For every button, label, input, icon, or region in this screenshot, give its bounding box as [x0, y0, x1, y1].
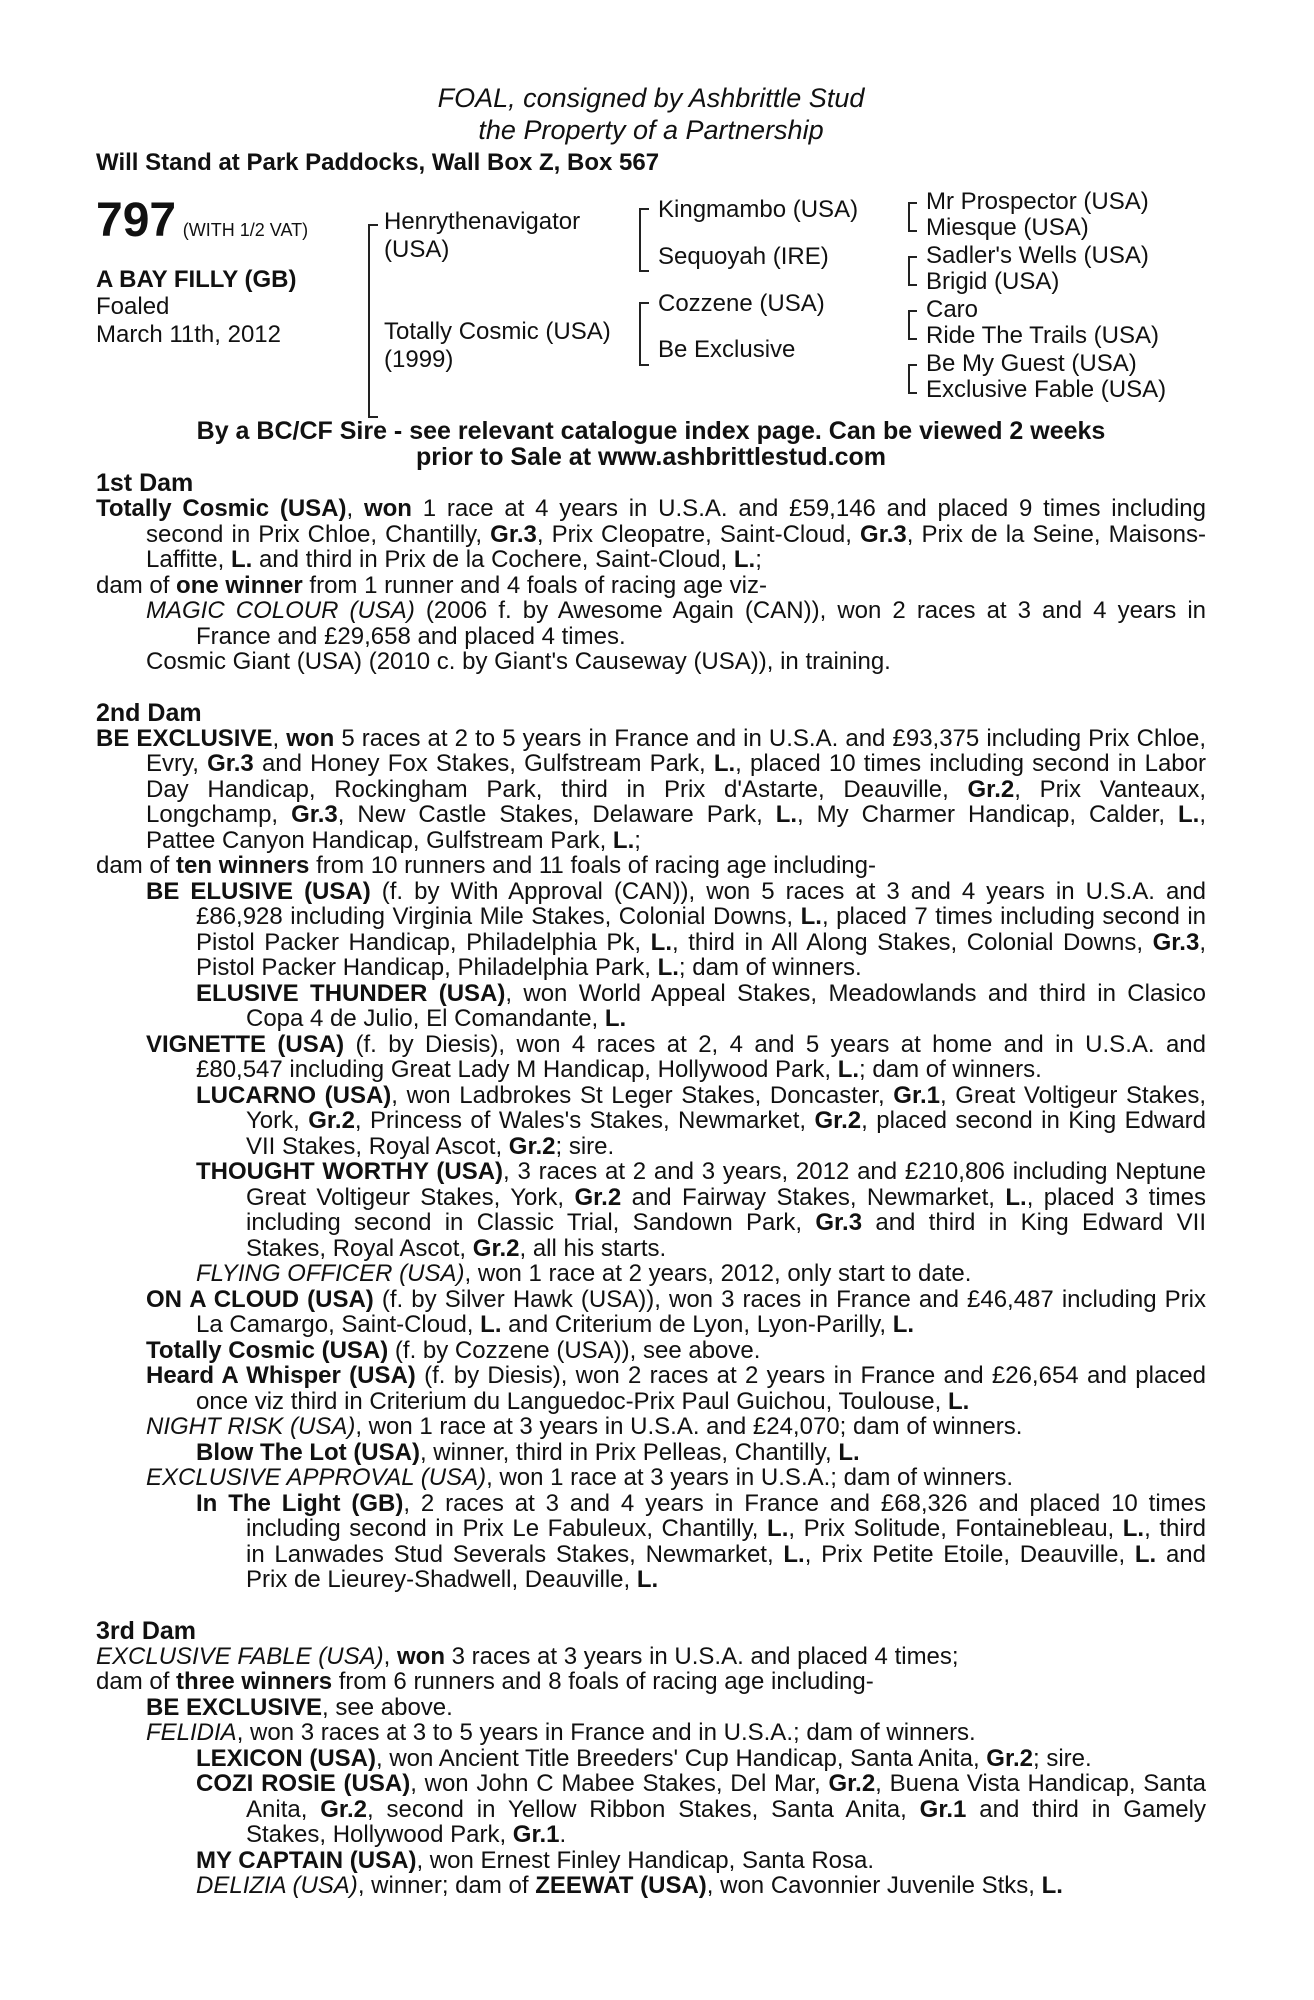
winners-count: one winner [176, 571, 303, 599]
produce-entry: COZI ROSIE (USA), won John C Mabee Stakes, Del Mar, Gr.2, Buena Vista Handicap, Santa Anita, Gr.2, second in Yellow Ribbon Stakes, Santa Anita, Gr.1 and third in Gamely Stakes, Hollywood Park, Gr.1. [196, 1770, 1206, 1848]
dam-dam: Be Exclusive [658, 336, 796, 363]
consignor-line: FOAL, consigned by Ashbrittle Stud [437, 83, 865, 113]
first-dam-heading: 1st Dam [96, 469, 194, 497]
horse-name: EXCLUSIVE APPROVAL (USA) [146, 1464, 487, 1491]
dam-parents-brace [639, 302, 649, 366]
produce-entry: Heard A Whisper (USA) (f. by Diesis), won 2 races at 2 years in France and £26,654 and placed once viz third in Criterium du Languedoc-Prix Paul Guichou, Toulouse, L. [146, 1362, 1207, 1415]
horse-name: Totally Cosmic (USA) [96, 495, 347, 522]
produce-entry: In The Light (GB), 2 races at 3 and 4 years in France and £68,326 and placed 10 times including second in Prix Le Fabuleux, Chantilly, L., Prix Solitude, Fontainebleau, L., third in Lanwades Stud Severals Stakes, Newmarket, L., Prix Petite Etoile, Deauville, L. and Prix de Lieurey-Shadwell, Deauville, L. [196, 1489, 1207, 1593]
produce-entry: THOUGHT WORTHY (USA), 3 races at 2 and 3 years, 2012 and £210,806 including Neptune Great Voltigeur Stakes, York, Gr.2 and Fairway Stakes, Newmarket, L., placed 3 times including second in Classic Trial, Sandown Park, Gr.3 and third in King Edward VII Stakes, Royal Ascot, Gr.2, all his starts. [196, 1158, 1206, 1262]
sire-sire-sire: Mr Prospector (USA) [926, 188, 1149, 215]
winners-count: three winners [176, 1668, 333, 1695]
produce-entry: Cosmic Giant (USA) (2010 c. by Giant's Causeway (USA)), in training. [146, 648, 891, 675]
produce-entry: BE EXCLUSIVE, see above. [146, 1693, 453, 1721]
second-dam-paragraph: BE EXCLUSIVE, won 5 races at 2 to 5 years in France and in U.S.A. and £93,375 including Prix Chloe, Evry, Gr.3 and Honey Fox Stakes, Gulfstream Park, L., placed 10 times including second in Labor Day Handicap, Rockingham Park, third in Prix d'Astarte, Deauville, Gr.2, Prix Vanteaux, Longchamp, Gr.3, New Castle Stakes, Delaware Park, L., My Charmer Handicap, Calder, L., Pattee Canyon Handicap, Gulfstream Park, L.; [96, 724, 1206, 854]
produce-entry: VIGNETTE (USA) (f. by Diesis), won 4 races at 2, 4 and 5 years at home and in U.S.A. and £80,547 including Great Lady M Handicap, Hollywood Park, L.; dam of winners. [146, 1030, 1206, 1083]
dam-name: Totally Cosmic (USA) [384, 318, 611, 345]
text: and third in Prix de la Cochere, Saint-Cloud, [252, 546, 734, 573]
produce-entry: FELIDIA, won 3 races at 3 to 5 years in France and in U.S.A.; dam of winners. [146, 1719, 976, 1746]
property-line: the Property of a Partnership [478, 115, 824, 145]
produce-entry: NIGHT RISK (USA), won 1 race at 3 years in U.S.A. and £24,070; dam of winners. [146, 1413, 1023, 1440]
produce-entry: Totally Cosmic (USA) (f. by Cozzene (USA)), see above. [146, 1336, 761, 1364]
dam-dam-dam: Exclusive Fable (USA) [926, 376, 1167, 403]
produce-entry: LUCARNO (USA), won Ladbrokes St Leger Stakes, Doncaster, Gr.1, Great Voltigeur Stakes, York, Gr.2, Princess of Wales's Stakes, Newmarket, Gr.2, placed second in King Edward VII Stakes, Royal Ascot, Gr.2; sire. [196, 1081, 1207, 1160]
horse-description: A BAY FILLY (GB) [96, 266, 297, 293]
horse-name: DELIZIA (USA) [196, 1872, 358, 1899]
first-dam-produce-summary [96, 573, 1206, 599]
horse-name: FELIDIA [146, 1719, 237, 1746]
sire-parents-brace [639, 208, 649, 272]
horse-name: Totally Cosmic (USA) [146, 1336, 389, 1364]
sire-country: (USA) [384, 236, 450, 263]
sire-sire-dam: Miesque (USA) [926, 214, 1089, 241]
dam-sire-dam: Ride The Trails (USA) [926, 322, 1159, 349]
lot-number: 797 [96, 194, 177, 247]
second-dam-heading: 2nd Dam [96, 698, 202, 727]
won-label: won [363, 495, 412, 522]
third-dam-heading: 3rd Dam [96, 1616, 197, 1645]
horse-name: VIGNETTE (USA) [146, 1030, 345, 1058]
produce-entry: Blow The Lot (USA), winner, third in Prix Pelleas, Chantilly, L. [196, 1438, 860, 1466]
horse-name: BE EXCLUSIVE [146, 1693, 323, 1721]
dam-sire-sire: Caro [926, 296, 979, 323]
lot-number-row [96, 196, 308, 246]
horse-name: ELUSIVE THUNDER (USA) [196, 979, 506, 1007]
text: , Prix de la Seine, Maisons-Laffitte, [146, 520, 1206, 573]
third-dam-paragraph: EXCLUSIVE FABLE (USA), won 3 races at 3 years in U.S.A. and placed 4 times; [96, 1642, 959, 1670]
listed-label: L. [230, 546, 253, 573]
text: , Prix Cleopatre, Saint-Cloud, [536, 520, 861, 548]
sire-dam-dam: Brigid (USA) [926, 268, 1060, 295]
sire-note-line-2: prior to Sale at www.ashbrittlestud.com [416, 443, 886, 471]
vat-note: (WITH 1/2 VAT) [182, 220, 309, 240]
stabling-line: Will Stand at Park Paddocks, Wall Box Z, Box 567 [96, 149, 660, 176]
horse-name: ZEEWAT (USA) [535, 1872, 707, 1899]
text: dam of [96, 571, 177, 599]
horse-name: COZI ROSIE (USA) [196, 1770, 411, 1797]
sire-dam-sire: Sadler's Wells (USA) [926, 242, 1149, 269]
produce-entry: EXCLUSIVE APPROVAL (USA), won 1 race at 3 years in U.S.A.; dam of winners. [146, 1464, 1014, 1491]
g3-brace-4 [908, 364, 917, 394]
produce-entry: ELUSIVE THUNDER (USA), won World Appeal Stakes, Meadowlands and third in Clasico Copa 4 de Julio, El Comandante, L. [196, 979, 1206, 1032]
dam-sire: Cozzene (USA) [658, 290, 825, 317]
catalogue-page [96, 82, 1206, 1899]
horse-name: Heard A Whisper (USA) [146, 1362, 416, 1389]
g3-brace-1 [908, 202, 917, 232]
sire-name: Henrythenavigator [384, 208, 581, 235]
third-dam-produce-summary: dam of three winners from 6 runners and 8 foals of racing age including- [96, 1668, 874, 1695]
horse-name: In The Light (GB) [196, 1489, 404, 1517]
text: from 1 runner and 4 foals of racing age viz- [302, 571, 767, 599]
listed-label: L. [733, 546, 756, 573]
produce-entry [96, 598, 1206, 649]
grade-label: Gr.3 [490, 520, 537, 548]
winners-count: ten winners [176, 852, 310, 879]
horse-name: MY CAPTAIN (USA) [196, 1846, 417, 1874]
horse-name: FLYING OFFICER (USA) [196, 1260, 465, 1287]
horse-name: BE EXCLUSIVE [96, 724, 273, 752]
sire-note-line-1: By a BC/CF Sire - see relevant catalogue index page. Can be viewed 2 weeks [196, 417, 1106, 445]
sire-dam: Sequoyah (IRE) [658, 243, 829, 270]
dam-sire-brace [368, 224, 378, 418]
pedigree-table [96, 188, 1206, 418]
horse-name: THOUGHT WORTHY (USA) [196, 1158, 504, 1185]
horse-name: LUCARNO (USA) [196, 1081, 392, 1109]
grade-label: Gr.3 [860, 520, 907, 548]
won-label: won [286, 724, 335, 752]
produce-entry: BE ELUSIVE (USA) (f. by With Approval (CAN)), won 5 races at 3 and 4 years in U.S.A. and £86,928 including Virginia Mile Stakes, Colonial Downs, L., placed 7 times including second in Pistol Packer Handicap, Philadelphia Pk, L., third in All Along Stakes, Colonial Downs, Gr.3, Pistol Packer Handicap, Philadelphia Park, L.; dam of winners. [146, 877, 1207, 981]
produce-entry: ON A CLOUD (USA) (f. by Silver Hawk (USA)), won 3 races in France and £46,487 including Prix La Camargo, Saint-Cloud, L. and Criterium de Lyon, Lyon-Parilly, L. [146, 1285, 1206, 1338]
horse-name: LEXICON (USA) [196, 1744, 376, 1772]
horse-name: EXCLUSIVE FABLE (USA) [96, 1642, 384, 1670]
text: 1 race at 4 years in U.S.A. and £59,146 and placed 9 times including second in Prix Chloe, Chantilly, [146, 495, 1206, 548]
produce-entry: MY CAPTAIN (USA), won Ernest Finley Handicap, Santa Rosa. [196, 1846, 875, 1874]
foaled-label: Foaled [96, 293, 170, 320]
produce-entry: LEXICON (USA), won Ancient Title Breeders' Cup Handicap, Santa Anita, Gr.2; sire. [196, 1744, 1092, 1772]
horse-name: BE ELUSIVE (USA) [146, 877, 371, 905]
g3-brace-3 [908, 310, 917, 340]
dam-year: (1999) [384, 346, 454, 373]
horse-name: Blow The Lot (USA) [196, 1438, 420, 1466]
produce-entry: DELIZIA (USA), winner; dam of ZEEWAT (USA), won Cavonnier Juvenile Stks, L. [196, 1872, 1063, 1899]
horse-name: ON A CLOUD (USA) [146, 1285, 374, 1313]
dam-dam-sire: Be My Guest (USA) [926, 350, 1137, 377]
text: ; [755, 546, 762, 573]
horse-name: MAGIC COLOUR (USA) [146, 597, 415, 624]
second-dam-produce-summary: dam of ten winners from 10 runners and 11 foals of racing age including- [96, 852, 876, 879]
g3-brace-2 [908, 256, 917, 286]
text: (2006 f. by Awesome Again (CAN)), won 2 races at 3 and 4 years in France and £29,658 and placed 4 times. [196, 597, 1207, 650]
first-dam-paragraph: Totally Cosmic (USA), won 1 race at 4 years in U.S.A. and £59,146 and placed 9 times including second in Prix Chloe, Chantilly, Gr.3, Prix Cleopatre, Saint-Cloud, Gr.3, Prix de la Seine, Maisons-Laffitte, L. and third in Prix de la Cochere, Saint-Cloud, L.; [96, 495, 1206, 573]
foaled-date: March 11th, 2012 [96, 321, 282, 348]
produce-entry: FLYING OFFICER (USA), won 1 race at 2 years, 2012, only start to date. [196, 1260, 972, 1287]
sire-sire: Kingmambo (USA) [658, 196, 859, 223]
horse-name: NIGHT RISK (USA) [146, 1413, 356, 1440]
